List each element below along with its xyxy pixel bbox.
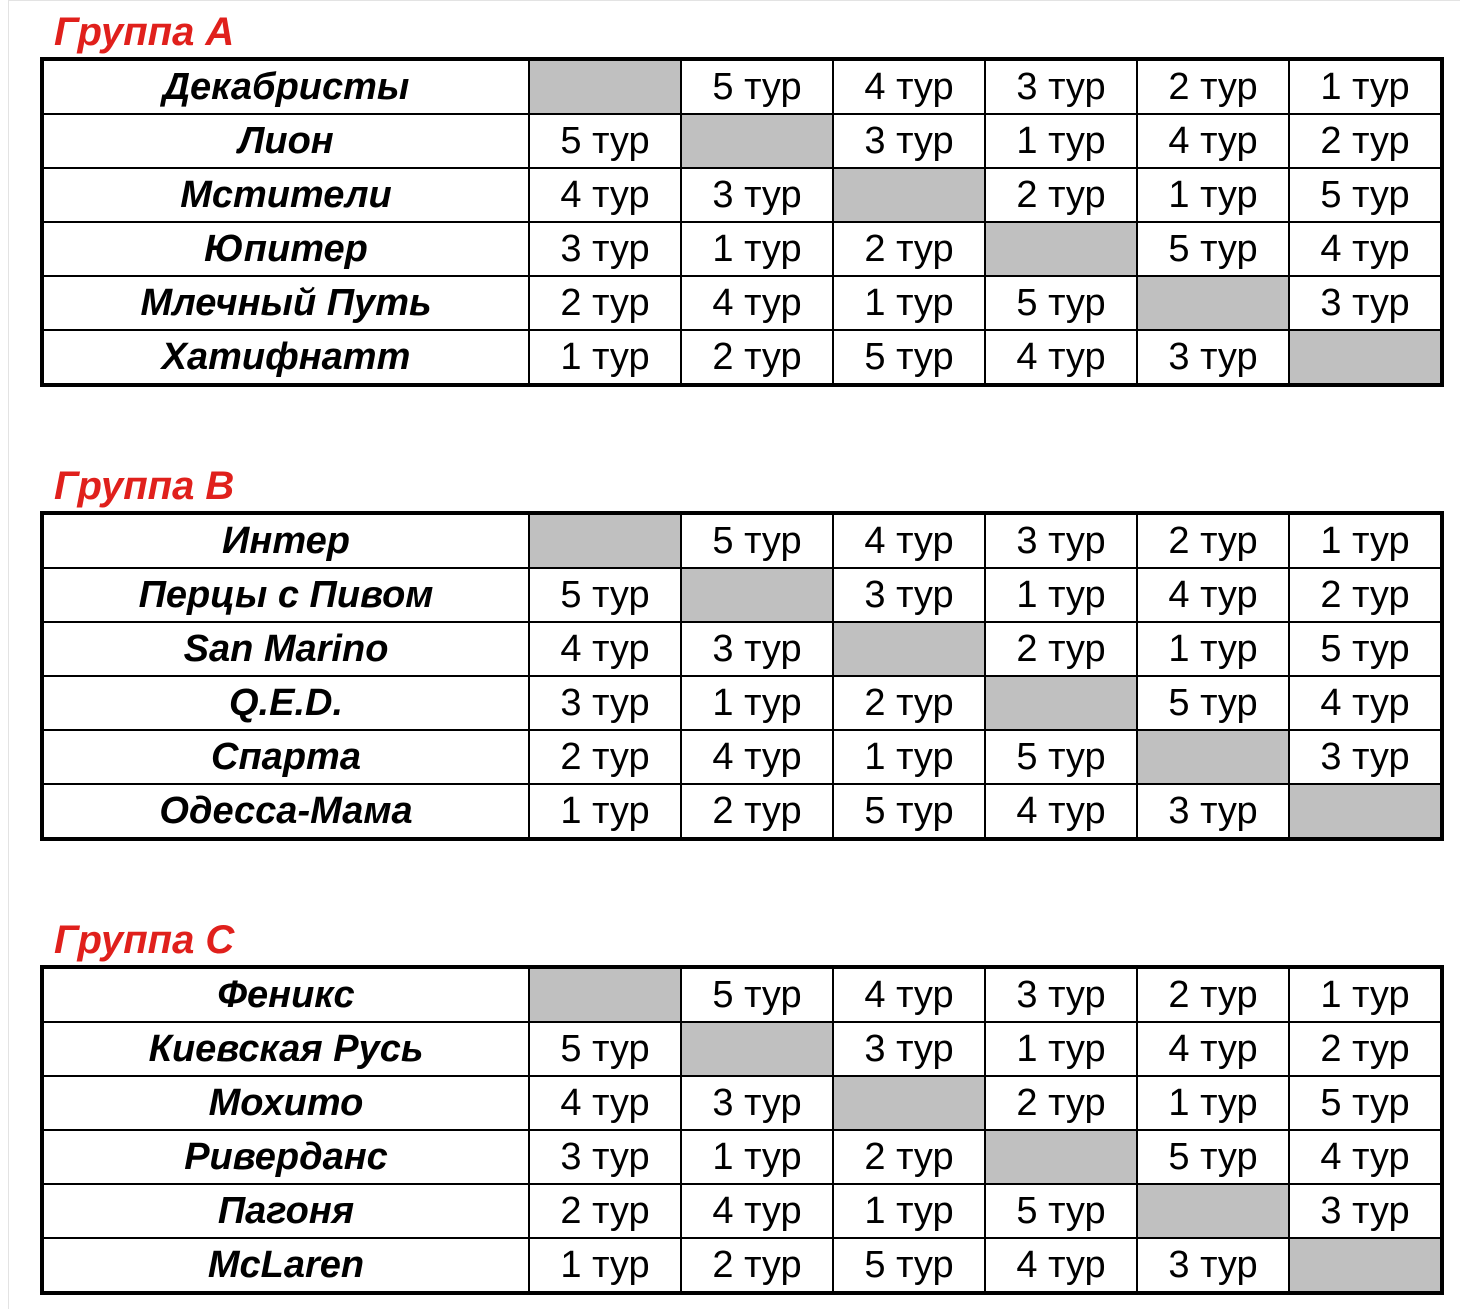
round-cell: 4 тур bbox=[1137, 114, 1289, 168]
table-row bbox=[42, 676, 1442, 730]
round-cell: 3 тур bbox=[1289, 730, 1442, 784]
round-cell: 4 тур bbox=[1289, 1130, 1442, 1184]
table-row bbox=[42, 1076, 1442, 1130]
table-row bbox=[42, 222, 1442, 276]
round-cell: 4 тур bbox=[833, 59, 985, 114]
round-cell: 4 тур bbox=[1289, 222, 1442, 276]
table-row bbox=[42, 168, 1442, 222]
table-row bbox=[42, 330, 1442, 385]
round-cell: 2 тур bbox=[985, 622, 1137, 676]
round-cell: 5 тур bbox=[529, 568, 681, 622]
round-cell: 2 тур bbox=[681, 784, 833, 839]
round-cell: 5 тур bbox=[681, 513, 833, 568]
round-cell: 4 тур bbox=[681, 276, 833, 330]
round-cell: 3 тур bbox=[833, 114, 985, 168]
self-match-cell bbox=[1137, 1184, 1289, 1238]
round-cell: 3 тур bbox=[1137, 784, 1289, 839]
schedule-table bbox=[40, 965, 1444, 1295]
team-name-cell: Млечный Путь bbox=[42, 276, 529, 330]
round-cell: 5 тур bbox=[1137, 676, 1289, 730]
self-match-cell bbox=[681, 114, 833, 168]
team-name-cell: Хатифнатт bbox=[42, 330, 529, 385]
round-cell: 2 тур bbox=[529, 1184, 681, 1238]
round-cell: 2 тур bbox=[833, 222, 985, 276]
round-cell: 4 тур bbox=[529, 1076, 681, 1130]
team-name-cell: Киевская Русь bbox=[42, 1022, 529, 1076]
round-cell: 1 тур bbox=[1289, 513, 1442, 568]
round-cell: 3 тур bbox=[529, 222, 681, 276]
round-cell: 1 тур bbox=[1137, 168, 1289, 222]
self-match-cell bbox=[529, 59, 681, 114]
round-cell: 2 тур bbox=[1289, 114, 1442, 168]
round-cell: 1 тур bbox=[1137, 622, 1289, 676]
round-cell: 3 тур bbox=[985, 59, 1137, 114]
table-row bbox=[42, 114, 1442, 168]
round-cell: 5 тур bbox=[1289, 622, 1442, 676]
round-cell: 1 тур bbox=[1137, 1076, 1289, 1130]
round-cell: 1 тур bbox=[681, 222, 833, 276]
table-row bbox=[42, 513, 1442, 568]
round-cell: 1 тур bbox=[529, 784, 681, 839]
team-name-cell: Лион bbox=[42, 114, 529, 168]
self-match-cell bbox=[529, 513, 681, 568]
round-cell: 4 тур bbox=[1137, 568, 1289, 622]
self-match-cell bbox=[1289, 330, 1442, 385]
round-cell: 4 тур bbox=[529, 168, 681, 222]
group-title: Группа B bbox=[54, 464, 235, 508]
round-cell: 5 тур bbox=[1289, 168, 1442, 222]
team-name-cell: Мстители bbox=[42, 168, 529, 222]
round-cell: 4 тур bbox=[681, 1184, 833, 1238]
schedule-table bbox=[40, 57, 1444, 387]
round-cell: 1 тур bbox=[833, 276, 985, 330]
round-cell: 2 тур bbox=[681, 1238, 833, 1293]
self-match-cell bbox=[985, 1130, 1137, 1184]
team-name-cell: Одесса-Мама bbox=[42, 784, 529, 839]
round-cell: 1 тур bbox=[529, 330, 681, 385]
round-cell: 1 тур bbox=[985, 568, 1137, 622]
self-match-cell bbox=[833, 622, 985, 676]
table-row bbox=[42, 59, 1442, 114]
team-name-cell: Спарта bbox=[42, 730, 529, 784]
team-name-cell: San Marino bbox=[42, 622, 529, 676]
round-cell: 5 тур bbox=[833, 330, 985, 385]
round-cell: 3 тур bbox=[681, 1076, 833, 1130]
sheet-left-edge bbox=[8, 0, 9, 1309]
round-cell: 5 тур bbox=[1289, 1076, 1442, 1130]
table-row bbox=[42, 967, 1442, 1022]
round-cell: 3 тур bbox=[833, 568, 985, 622]
round-cell: 2 тур bbox=[833, 1130, 985, 1184]
self-match-cell bbox=[681, 1022, 833, 1076]
round-cell: 4 тур bbox=[985, 1238, 1137, 1293]
round-cell: 1 тур bbox=[1289, 59, 1442, 114]
table-row bbox=[42, 276, 1442, 330]
round-cell: 2 тур bbox=[1289, 1022, 1442, 1076]
self-match-cell bbox=[833, 1076, 985, 1130]
round-cell: 3 тур bbox=[529, 1130, 681, 1184]
self-match-cell bbox=[833, 168, 985, 222]
schedule-table bbox=[40, 511, 1444, 841]
round-cell: 4 тур bbox=[833, 513, 985, 568]
round-cell: 2 тур bbox=[1137, 967, 1289, 1022]
round-cell: 2 тур bbox=[1289, 568, 1442, 622]
team-name-cell: Феникс bbox=[42, 967, 529, 1022]
round-cell: 1 тур bbox=[1289, 967, 1442, 1022]
round-cell: 5 тур bbox=[1137, 222, 1289, 276]
table-row bbox=[42, 1022, 1442, 1076]
round-cell: 5 тур bbox=[985, 1184, 1137, 1238]
round-cell: 2 тур bbox=[529, 276, 681, 330]
round-cell: 4 тур bbox=[1289, 676, 1442, 730]
round-cell: 4 тур bbox=[529, 622, 681, 676]
table-row bbox=[42, 622, 1442, 676]
round-cell: 3 тур bbox=[1137, 330, 1289, 385]
round-cell: 3 тур bbox=[681, 168, 833, 222]
round-cell: 4 тур bbox=[985, 784, 1137, 839]
round-cell: 2 тур bbox=[1137, 513, 1289, 568]
round-cell: 5 тур bbox=[833, 1238, 985, 1293]
round-cell: 2 тур bbox=[1137, 59, 1289, 114]
table-row bbox=[42, 568, 1442, 622]
round-cell: 3 тур bbox=[681, 622, 833, 676]
round-cell: 5 тур bbox=[985, 276, 1137, 330]
self-match-cell bbox=[985, 222, 1137, 276]
team-name-cell: Юпитер bbox=[42, 222, 529, 276]
round-cell: 5 тур bbox=[681, 59, 833, 114]
round-cell: 1 тур bbox=[833, 1184, 985, 1238]
round-cell: 3 тур bbox=[1289, 276, 1442, 330]
round-cell: 3 тур bbox=[1137, 1238, 1289, 1293]
team-name-cell: Пагоня bbox=[42, 1184, 529, 1238]
round-cell: 3 тур bbox=[529, 676, 681, 730]
team-name-cell: Перцы с Пивом bbox=[42, 568, 529, 622]
round-cell: 3 тур bbox=[985, 513, 1137, 568]
round-cell: 5 тур bbox=[681, 967, 833, 1022]
group-title: Группа А bbox=[54, 10, 235, 54]
self-match-cell bbox=[1289, 1238, 1442, 1293]
table-row bbox=[42, 730, 1442, 784]
team-name-cell: Мохито bbox=[42, 1076, 529, 1130]
round-cell: 1 тур bbox=[681, 1130, 833, 1184]
round-cell: 4 тур bbox=[1137, 1022, 1289, 1076]
round-cell: 1 тур bbox=[985, 1022, 1137, 1076]
round-cell: 3 тур bbox=[833, 1022, 985, 1076]
round-cell: 1 тур bbox=[985, 114, 1137, 168]
table-row bbox=[42, 784, 1442, 839]
round-cell: 2 тур bbox=[985, 1076, 1137, 1130]
round-cell: 2 тур bbox=[985, 168, 1137, 222]
round-cell: 5 тур bbox=[985, 730, 1137, 784]
sheet-top-edge bbox=[8, 0, 1460, 1]
team-name-cell: Q.E.D. bbox=[42, 676, 529, 730]
group-title: Группа С bbox=[54, 918, 235, 962]
round-cell: 5 тур bbox=[529, 1022, 681, 1076]
team-name-cell: McLaren bbox=[42, 1238, 529, 1293]
self-match-cell bbox=[529, 967, 681, 1022]
round-cell: 4 тур bbox=[681, 730, 833, 784]
round-cell: 5 тур bbox=[529, 114, 681, 168]
round-cell: 2 тур bbox=[833, 676, 985, 730]
round-cell: 2 тур bbox=[681, 330, 833, 385]
round-cell: 3 тур bbox=[985, 967, 1137, 1022]
table-row bbox=[42, 1184, 1442, 1238]
team-name-cell: Риверданс bbox=[42, 1130, 529, 1184]
table-row bbox=[42, 1238, 1442, 1293]
team-name-cell: Декабристы bbox=[42, 59, 529, 114]
round-cell: 5 тур bbox=[1137, 1130, 1289, 1184]
table-row bbox=[42, 1130, 1442, 1184]
team-name-cell: Интер bbox=[42, 513, 529, 568]
self-match-cell bbox=[1137, 276, 1289, 330]
round-cell: 1 тур bbox=[833, 730, 985, 784]
round-cell: 2 тур bbox=[529, 730, 681, 784]
round-cell: 4 тур bbox=[985, 330, 1137, 385]
round-cell: 1 тур bbox=[681, 676, 833, 730]
round-cell: 4 тур bbox=[833, 967, 985, 1022]
self-match-cell bbox=[1137, 730, 1289, 784]
round-cell: 1 тур bbox=[529, 1238, 681, 1293]
self-match-cell bbox=[1289, 784, 1442, 839]
round-cell: 3 тур bbox=[1289, 1184, 1442, 1238]
round-cell: 5 тур bbox=[833, 784, 985, 839]
self-match-cell bbox=[985, 676, 1137, 730]
self-match-cell bbox=[681, 568, 833, 622]
